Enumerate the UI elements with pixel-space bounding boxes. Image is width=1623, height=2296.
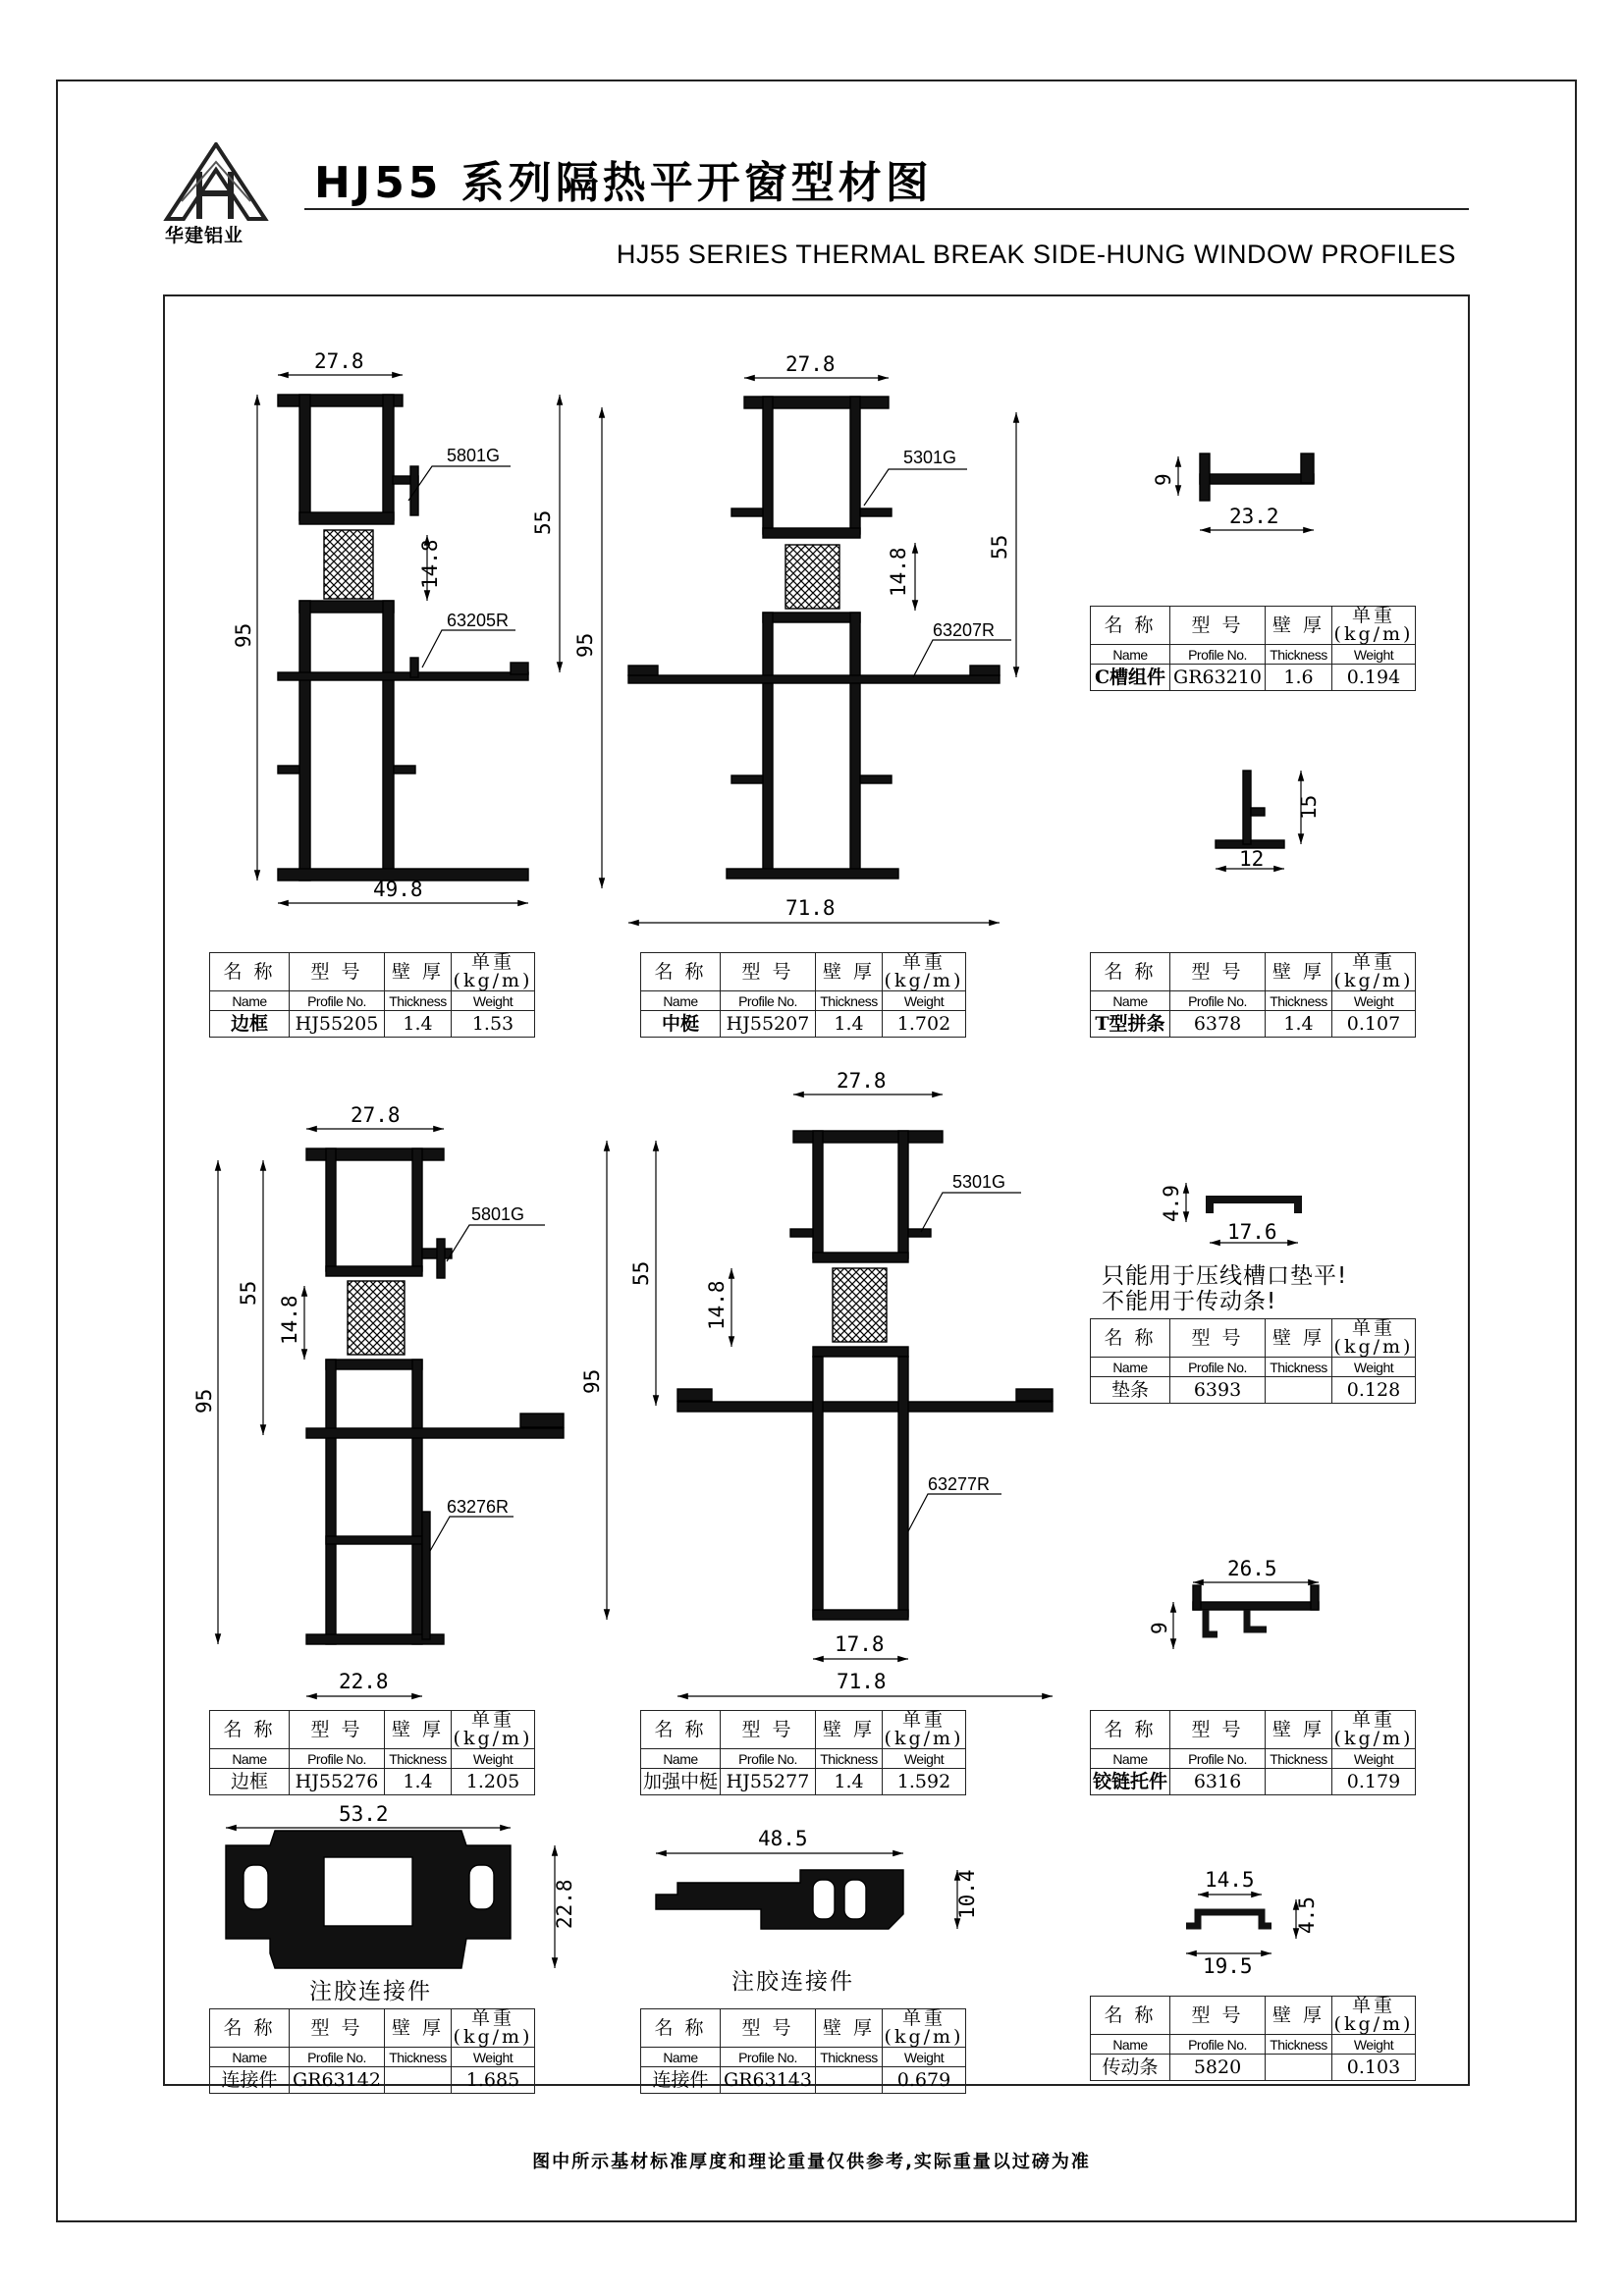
table-header-cell: Weight (883, 991, 966, 1011)
table-header-cell: Profile No. (721, 2048, 816, 2067)
cell-thickness (385, 2067, 452, 2094)
cell-weight: 0.103 (1332, 2055, 1416, 2081)
dim-6393-width: 17.6 (1227, 1220, 1277, 1244)
table-header-cell: Name (641, 991, 721, 1011)
table-row (210, 1711, 535, 1749)
spec-table-6378 (1090, 952, 1416, 1038)
cell-weight: 1.205 (452, 1769, 535, 1795)
cell-thickness (816, 2067, 883, 2094)
table-header-cell: Profile No. (290, 2048, 385, 2067)
cell-thickness (1266, 2055, 1332, 2081)
cell-profile: 6378 (1170, 1011, 1266, 1038)
cell-name: C槽组件 (1091, 665, 1170, 691)
table-header-cell: Profile No. (721, 1749, 816, 1769)
table-header-cell: 单重(kg/m) (883, 1711, 966, 1749)
tag-hj55277-insert: 63277R (928, 1474, 991, 1494)
table-row (1091, 1358, 1416, 1377)
table-header-cell: Thickness (816, 991, 883, 1011)
gr63142-caption: 注胶连接件 (309, 1979, 432, 2004)
dim-hj55277-top: 27.8 (837, 1069, 887, 1093)
table-header-cell: 型 号 (290, 1711, 385, 1749)
table-header-cell: 名 称 (1091, 1711, 1170, 1749)
dim-hj55205-bottom: 49.8 (373, 878, 423, 901)
spec-table-6393 (1090, 1318, 1416, 1404)
cell-profile: HJ55205 (290, 1011, 385, 1038)
dim-hj55277-inner: 17.8 (835, 1632, 885, 1656)
table-header-cell: 壁 厚 (816, 953, 883, 991)
cell-profile: HJ55207 (721, 1011, 816, 1038)
table-header-cell: Thickness (816, 1749, 883, 1769)
cell-name: 垫条 (1091, 1377, 1170, 1404)
dim-5820-top: 14.5 (1205, 1868, 1255, 1892)
shim-note (1102, 1263, 1347, 1315)
table-header-cell: Weight (1332, 645, 1416, 665)
table-row (210, 953, 535, 991)
profile-hj55276-drawing (306, 1148, 564, 1644)
table-row (641, 2048, 966, 2067)
table-header-cell: 壁 厚 (816, 2009, 883, 2048)
cell-name: 连接件 (641, 2067, 721, 2094)
dim-gr63142-width: 53.2 (339, 1802, 389, 1826)
cell-profile: GR63142 (290, 2067, 385, 2094)
table-header-cell: 单重(kg/m) (1332, 953, 1416, 991)
table-header-cell: Thickness (385, 991, 452, 1011)
table-header-cell: Profile No. (1170, 645, 1266, 665)
dim-hj55205-strip: 14.8 (418, 539, 442, 589)
cell-weight: 1.685 (452, 2067, 535, 2094)
dim-6378-height: 15 (1297, 794, 1321, 820)
spec-table-hj55277 (640, 1710, 966, 1795)
profile-gr63142-drawing (226, 1831, 511, 1968)
table-header-cell: 型 号 (721, 2009, 816, 2048)
cell-weight: 0.107 (1332, 1011, 1416, 1038)
cell-name: 中梃 (641, 1011, 721, 1038)
spec-table-hj55276 (209, 1710, 535, 1795)
dim-hj55205-upper: 55 (531, 509, 555, 535)
footer-note: 图中所示基材标准厚度和理论重量仅供参考,实际重量以过磅为准 (532, 2152, 1091, 2172)
cell-name: 铰链托件 (1091, 1769, 1170, 1795)
table-row (1091, 991, 1416, 1011)
dim-hj55207-total: 95 (573, 632, 597, 658)
table-header-cell: 单重(kg/m) (1332, 1997, 1416, 2035)
table-header-cell: Thickness (385, 1749, 452, 1769)
cell-profile: HJ55277 (721, 1769, 816, 1795)
table-header-cell: Name (1091, 645, 1170, 665)
cell-name: 连接件 (210, 2067, 290, 2094)
table-header-cell: 名 称 (641, 953, 721, 991)
table-row (1091, 1997, 1416, 2035)
dim-hj55277-bottom: 71.8 (837, 1670, 887, 1693)
dim-hj55205-top: 27.8 (314, 349, 364, 373)
cell-thickness: 1.4 (385, 1769, 452, 1795)
table-header-cell: Thickness (1266, 991, 1332, 1011)
table-header-cell: 壁 厚 (1266, 1997, 1332, 2035)
spec-table-hj55207 (640, 952, 966, 1038)
table-row (1091, 1011, 1416, 1038)
cell-weight: 0.179 (1332, 1769, 1416, 1795)
page-title: HJ55 系列隔热平开窗型材图 (314, 158, 933, 208)
table-header-cell: Thickness (1266, 1749, 1332, 1769)
table-row (641, 953, 966, 991)
table-header-cell: Name (1091, 1749, 1170, 1769)
table-row (641, 1011, 966, 1038)
table-header-cell: 名 称 (1091, 607, 1170, 645)
table-header-cell: Profile No. (1170, 991, 1266, 1011)
table-header-cell: Profile No. (1170, 2035, 1266, 2055)
table-row (1091, 2055, 1416, 2081)
profile-6378-drawing (1216, 771, 1284, 848)
spec-table-5820 (1090, 1996, 1416, 2081)
dim-6316-height: 9 (1148, 1622, 1171, 1634)
cell-weight: 1.53 (452, 1011, 535, 1038)
table-header-cell: Name (1091, 2035, 1170, 2055)
gr63143-caption: 注胶连接件 (731, 1969, 854, 1995)
table-row (1091, 1711, 1416, 1749)
dim-gr63142-height: 22.8 (553, 1879, 576, 1929)
cell-weight: 0.194 (1332, 665, 1416, 691)
dim-hj55276-strip: 14.8 (278, 1295, 301, 1345)
spec-table-hj55205 (209, 952, 535, 1038)
table-header-cell: 型 号 (290, 953, 385, 991)
table-header-cell: Name (1091, 991, 1170, 1011)
cell-thickness: 1.4 (385, 1011, 452, 1038)
cell-profile: 6316 (1170, 1769, 1266, 1795)
table-header-cell: Profile No. (290, 991, 385, 1011)
table-header-cell: 名 称 (641, 1711, 721, 1749)
dim-hj55207-strip: 14.8 (887, 547, 910, 597)
spec-table-gr63142 (209, 2008, 535, 2094)
dim-hj55276-top: 27.8 (351, 1103, 401, 1127)
cell-weight: 1.592 (883, 1769, 966, 1795)
cell-name: 边框 (210, 1769, 290, 1795)
cell-weight: 0.128 (1332, 1377, 1416, 1404)
profile-gr63143-drawing (656, 1870, 903, 1929)
table-header-cell: Name (641, 2048, 721, 2067)
dim-hj55207-top: 27.8 (785, 352, 836, 376)
tag-hj55276-insert: 63276R (447, 1497, 510, 1517)
table-header-cell: 壁 厚 (1266, 953, 1332, 991)
cell-thickness (1266, 1769, 1332, 1795)
dim-5820-bottom: 19.5 (1203, 1954, 1253, 1978)
cell-profile: HJ55276 (290, 1769, 385, 1795)
table-header-cell: Profile No. (1170, 1358, 1266, 1377)
table-header-cell: Profile No. (721, 991, 816, 1011)
table-header-cell: 型 号 (1170, 1711, 1266, 1749)
table-row (210, 2048, 535, 2067)
cell-profile: 6393 (1170, 1377, 1266, 1404)
cell-profile: 5820 (1170, 2055, 1266, 2081)
table-row (1091, 665, 1416, 691)
table-row (210, 1749, 535, 1769)
dim-hj55277-strip: 14.8 (705, 1280, 729, 1330)
dim-6393-height: 4.9 (1160, 1185, 1183, 1222)
tag-hj55207-gasket: 5301G (903, 448, 957, 467)
table-row (1091, 1319, 1416, 1358)
dim-gr63210-width: 23.2 (1229, 505, 1279, 528)
profile-6316-drawing (1193, 1585, 1319, 1634)
table-header-cell: 名 称 (641, 2009, 721, 2048)
table-row (1091, 1377, 1416, 1404)
table-header-cell: Weight (1332, 1358, 1416, 1377)
table-header-cell: 名 称 (1091, 1319, 1170, 1358)
table-row (1091, 953, 1416, 991)
table-header-cell: 壁 厚 (385, 1711, 452, 1749)
dim-hj55205-total: 95 (232, 622, 255, 648)
dim-5820-height: 4.5 (1295, 1896, 1319, 1934)
tag-hj55207-insert: 63207R (933, 620, 996, 640)
cell-profile: GR63143 (721, 2067, 816, 2094)
table-header-cell: 单重(kg/m) (452, 2009, 535, 2048)
table-row (641, 1749, 966, 1769)
cell-thickness (1266, 1377, 1332, 1404)
table-header-cell: 型 号 (721, 1711, 816, 1749)
profile-hj55205-drawing (278, 395, 528, 881)
table-row (210, 2067, 535, 2094)
table-header-cell: Weight (452, 1749, 535, 1769)
dim-hj55276-upper: 55 (237, 1280, 260, 1306)
dim-6378-width: 12 (1239, 847, 1265, 871)
table-header-cell: Weight (883, 1749, 966, 1769)
table-row (1091, 1749, 1416, 1769)
table-header-cell: 单重(kg/m) (452, 953, 535, 991)
logo-text: 华建铝业 (165, 225, 244, 246)
table-header-cell: Weight (1332, 1749, 1416, 1769)
table-header-cell: Weight (883, 2048, 966, 2067)
table-header-cell: 单重(kg/m) (1332, 1711, 1416, 1749)
table-header-cell: Thickness (816, 2048, 883, 2067)
table-header-cell: 型 号 (1170, 1997, 1266, 2035)
table-header-cell: Name (210, 1749, 290, 1769)
table-header-cell: 名 称 (210, 1711, 290, 1749)
spec-table-gr63210 (1090, 606, 1416, 691)
shim-note-line-2: 不能用于传动条! (1102, 1289, 1277, 1315)
table-header-cell: 壁 厚 (1266, 1319, 1332, 1358)
profile-gr63210-drawing (1200, 454, 1314, 501)
table-header-cell: 单重(kg/m) (452, 1711, 535, 1749)
dim-hj55207-upper: 55 (988, 534, 1011, 560)
table-row (641, 1711, 966, 1749)
table-header-cell: Thickness (385, 2048, 452, 2067)
profile-6393-drawing (1210, 1200, 1298, 1213)
table-header-cell: Name (641, 1749, 721, 1769)
table-header-cell: 型 号 (721, 953, 816, 991)
dim-hj55276-total: 95 (192, 1388, 216, 1414)
tag-hj55277-gasket: 5301G (952, 1172, 1006, 1192)
spec-table-6316 (1090, 1710, 1416, 1795)
dim-hj55277-upper: 55 (629, 1260, 653, 1286)
dim-gr63210-height: 9 (1152, 473, 1175, 486)
table-header-cell: 单重(kg/m) (1332, 1319, 1416, 1358)
table-header-cell: 壁 厚 (1266, 1711, 1332, 1749)
profile-hj55277-drawing (677, 1131, 1053, 1620)
cell-thickness: 1.6 (1266, 665, 1332, 691)
table-header-cell: 名 称 (1091, 953, 1170, 991)
page-subtitle: HJ55 SERIES THERMAL BREAK SIDE-HUNG WINDOW PROFILES (616, 240, 1456, 269)
table-row (641, 2067, 966, 2094)
table-row (1091, 645, 1416, 665)
table-header-cell: Thickness (1266, 645, 1332, 665)
table-row (1091, 1769, 1416, 1795)
tag-hj55276-gasket: 5801G (471, 1204, 525, 1224)
table-header-cell: 壁 厚 (385, 2009, 452, 2048)
table-header-cell: 壁 厚 (816, 1711, 883, 1749)
table-row (210, 1769, 535, 1795)
table-header-cell: 型 号 (1170, 953, 1266, 991)
table-header-cell: 壁 厚 (385, 953, 452, 991)
dim-gr63143-width: 48.5 (758, 1827, 808, 1850)
table-header-cell: Thickness (1266, 1358, 1332, 1377)
table-header-cell: 型 号 (290, 2009, 385, 2048)
dim-hj55276-bottom: 22.8 (339, 1670, 389, 1693)
spec-table-gr63143 (640, 2008, 966, 2094)
table-header-cell: Weight (452, 991, 535, 1011)
table-row (210, 2009, 535, 2048)
table-header-cell: Thickness (1266, 2035, 1332, 2055)
shim-note-line-1: 只能用于压线槽口垫平! (1102, 1263, 1348, 1289)
dim-hj55207-bottom: 71.8 (785, 896, 836, 920)
cell-name: T型拼条 (1091, 1011, 1170, 1038)
table-header-cell: 单重(kg/m) (1332, 607, 1416, 645)
cell-thickness: 1.4 (1266, 1011, 1332, 1038)
cell-name: 边框 (210, 1011, 290, 1038)
table-header-cell: 名 称 (210, 953, 290, 991)
table-row (641, 1769, 966, 1795)
table-header-cell: Weight (452, 2048, 535, 2067)
tag-hj55205-gasket: 5801G (447, 446, 501, 465)
cell-thickness: 1.4 (816, 1011, 883, 1038)
table-row (641, 991, 966, 1011)
table-row (210, 1011, 535, 1038)
tag-hj55205-insert: 63205R (447, 611, 510, 630)
table-header-cell: Profile No. (1170, 1749, 1266, 1769)
dim-hj55277-total: 95 (580, 1368, 604, 1394)
cell-weight: 1.702 (883, 1011, 966, 1038)
table-header-cell: 单重(kg/m) (883, 2009, 966, 2048)
table-header-cell: 型 号 (1170, 1319, 1266, 1358)
table-row (641, 2009, 966, 2048)
table-header-cell: 名 称 (1091, 1997, 1170, 2035)
table-header-cell: 单重(kg/m) (883, 953, 966, 991)
table-header-cell: Weight (1332, 2035, 1416, 2055)
table-header-cell: Name (210, 2048, 290, 2067)
table-header-cell: Name (210, 991, 290, 1011)
cell-thickness: 1.4 (816, 1769, 883, 1795)
cell-weight: 0.679 (883, 2067, 966, 2094)
table-header-cell: Weight (1332, 991, 1416, 1011)
table-header-cell: Profile No. (290, 1749, 385, 1769)
table-header-cell: Name (1091, 1358, 1170, 1377)
table-header-cell: 型 号 (1170, 607, 1266, 645)
table-row (210, 991, 535, 1011)
dim-gr63143-height: 10.4 (955, 1869, 979, 1919)
table-row (1091, 2035, 1416, 2055)
table-header-cell: 壁 厚 (1266, 607, 1332, 645)
profile-5820-drawing (1186, 1912, 1271, 1926)
cell-name: 加强中梃 (641, 1769, 721, 1795)
table-row (1091, 607, 1416, 645)
table-header-cell: 名 称 (210, 2009, 290, 2048)
dim-6316-width: 26.5 (1227, 1557, 1277, 1580)
cell-profile: GR63210 (1170, 665, 1266, 691)
cell-name: 传动条 (1091, 2055, 1170, 2081)
